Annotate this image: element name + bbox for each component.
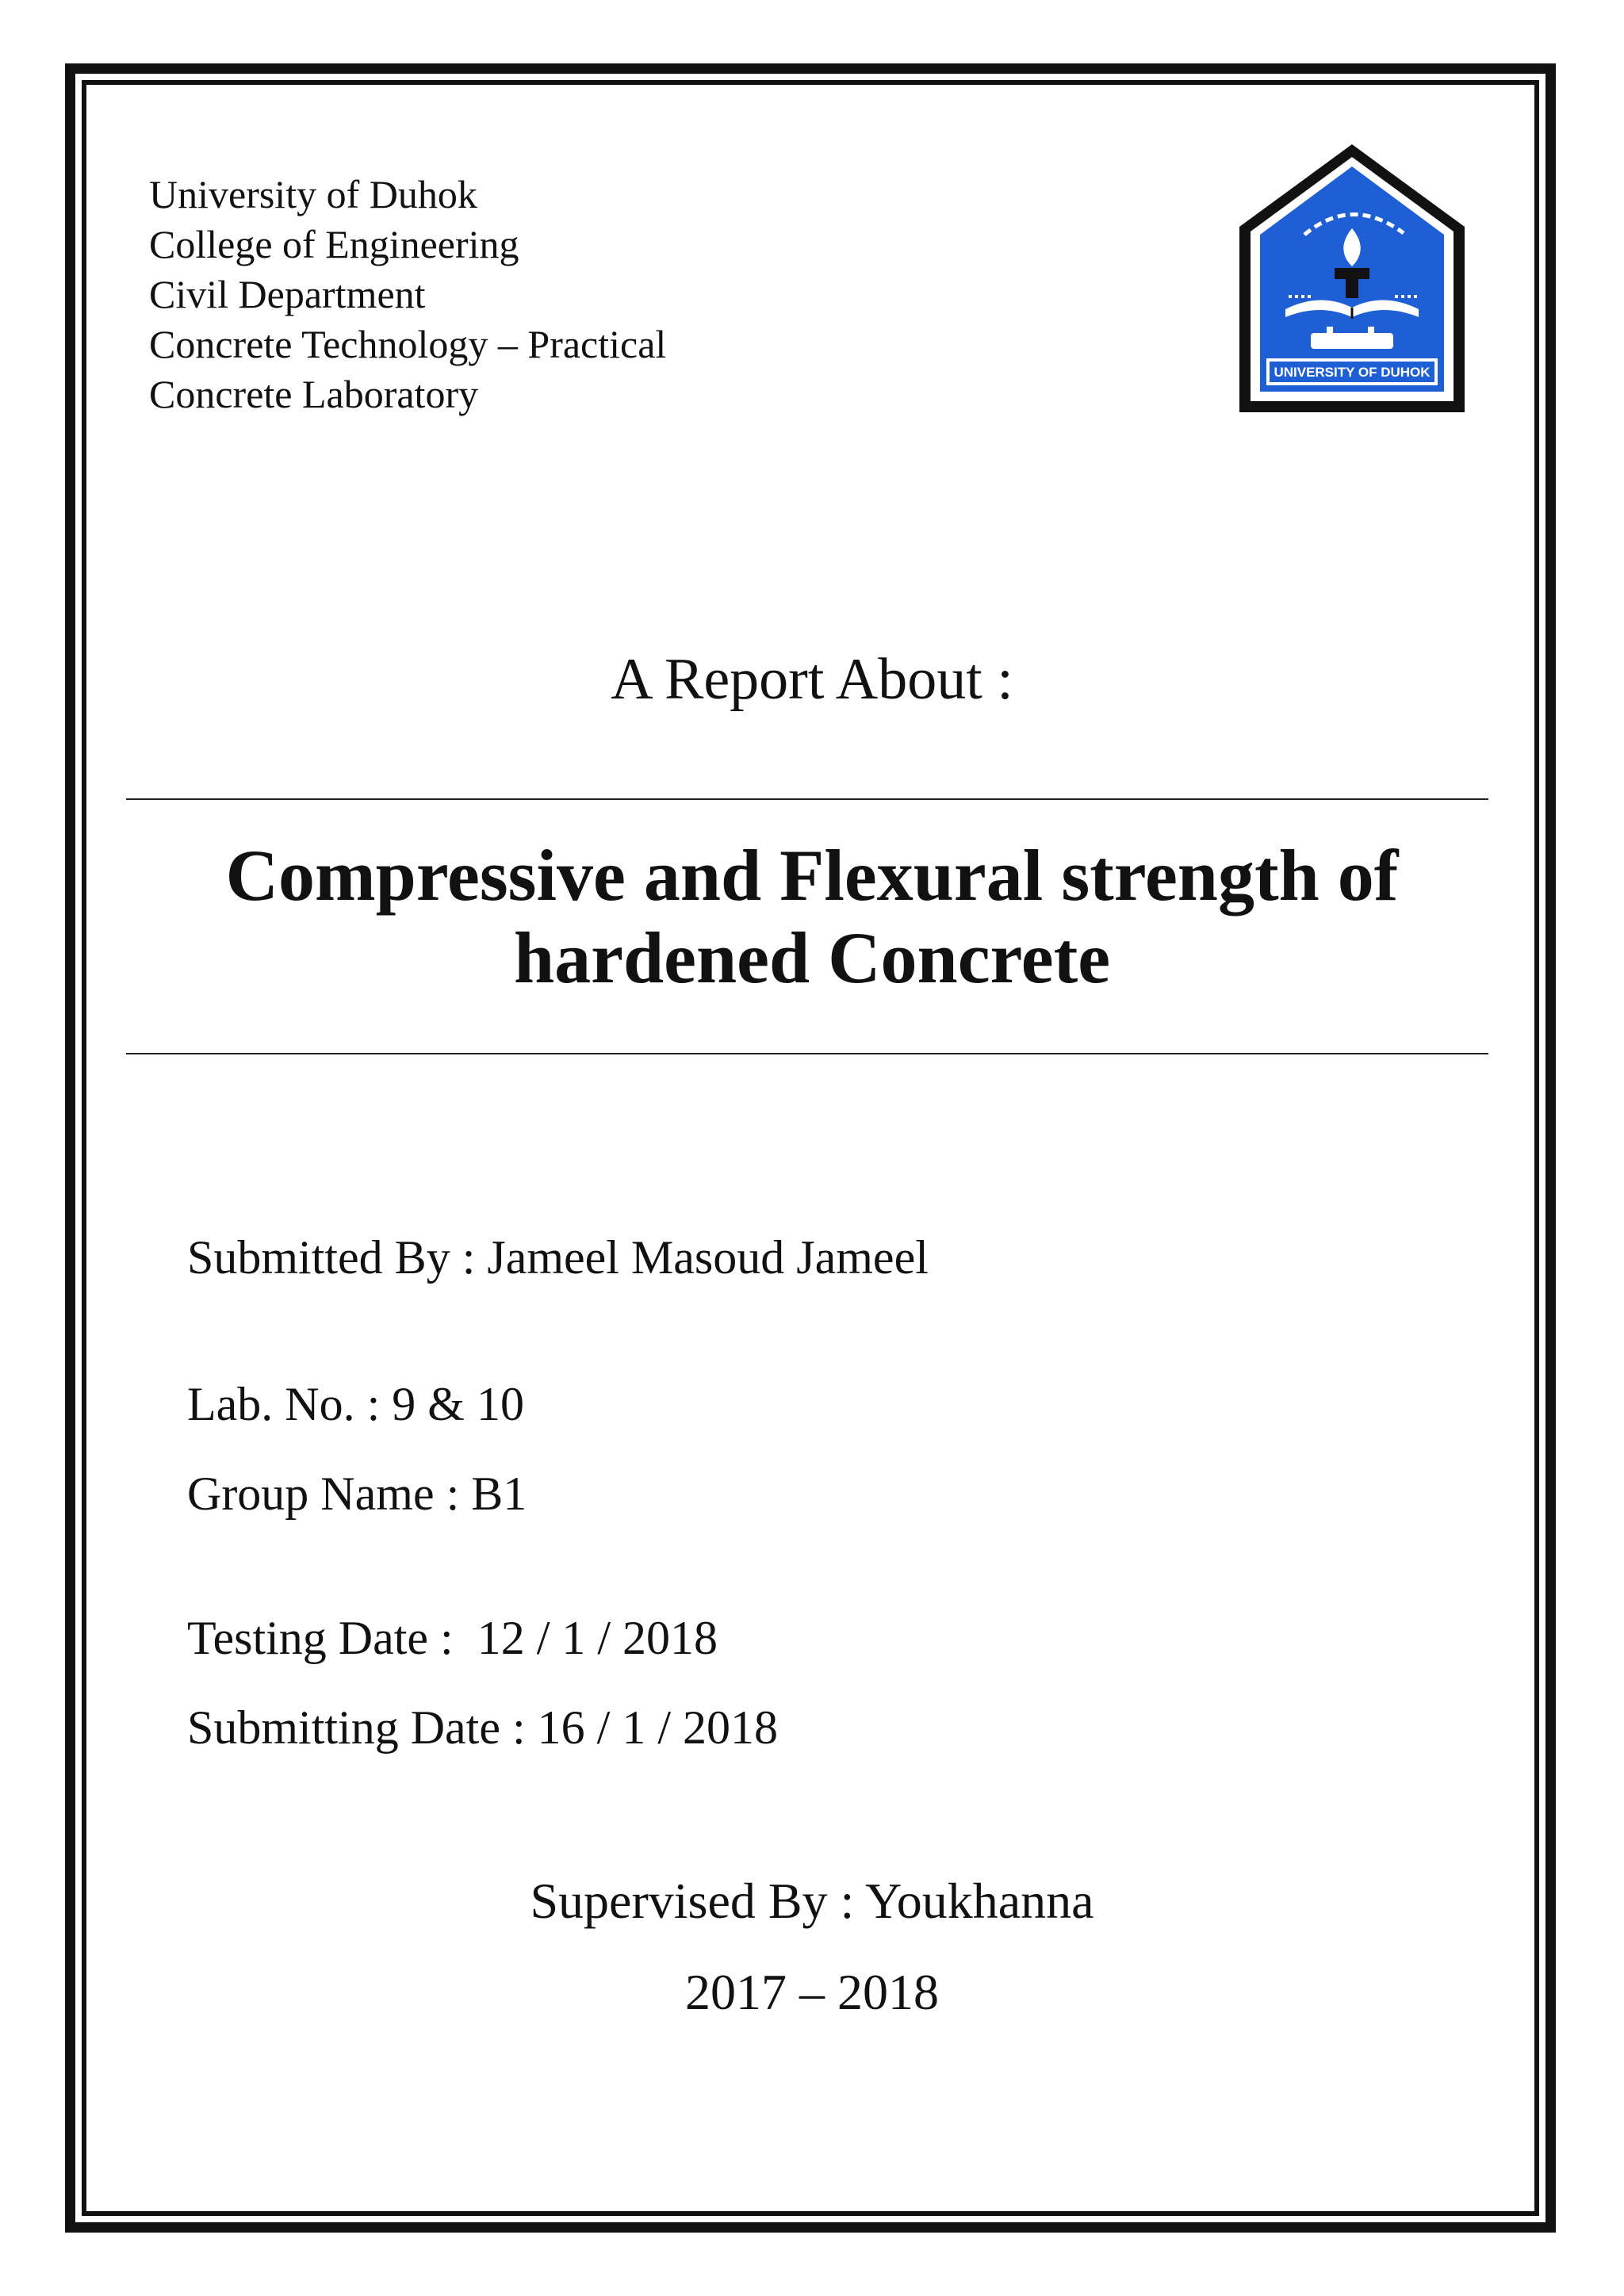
testing-date: Testing Date : 12 / 1 / 2018 <box>187 1612 718 1664</box>
course-name: Concrete Technology – Practical <box>149 322 667 366</box>
department-name: Civil Department <box>149 272 426 316</box>
report-intro: A Report About : <box>611 647 1013 712</box>
institution-header <box>149 170 666 419</box>
logo-banner-text: UNIVERSITY OF DUHOK <box>1274 365 1431 380</box>
college-name: College of Engineering <box>149 222 519 266</box>
supervised-by: Supervised By : Youkhanna <box>530 1873 1094 1929</box>
submitting-date: Submitting Date : 16 / 1 / 2018 <box>187 1701 778 1754</box>
report-title <box>0 834 1624 999</box>
university-name: University of Duhok <box>149 172 477 216</box>
title-divider-top <box>126 798 1488 800</box>
title-divider-bottom <box>126 1053 1488 1054</box>
group-name: Group Name : B1 <box>187 1468 527 1520</box>
submitted-by: Submitted By : Jameel Masoud Jameel <box>187 1231 929 1284</box>
lab-number: Lab. No. : 9 & 10 <box>187 1378 524 1430</box>
report-title-line-2: hardened Concrete <box>513 917 1111 998</box>
report-title-line-1: Compressive and Flexural strength of <box>225 835 1399 916</box>
academic-year: 2017 – 2018 <box>685 1964 939 2020</box>
laboratory-name: Concrete Laboratory <box>149 372 479 416</box>
university-logo <box>1233 140 1471 422</box>
